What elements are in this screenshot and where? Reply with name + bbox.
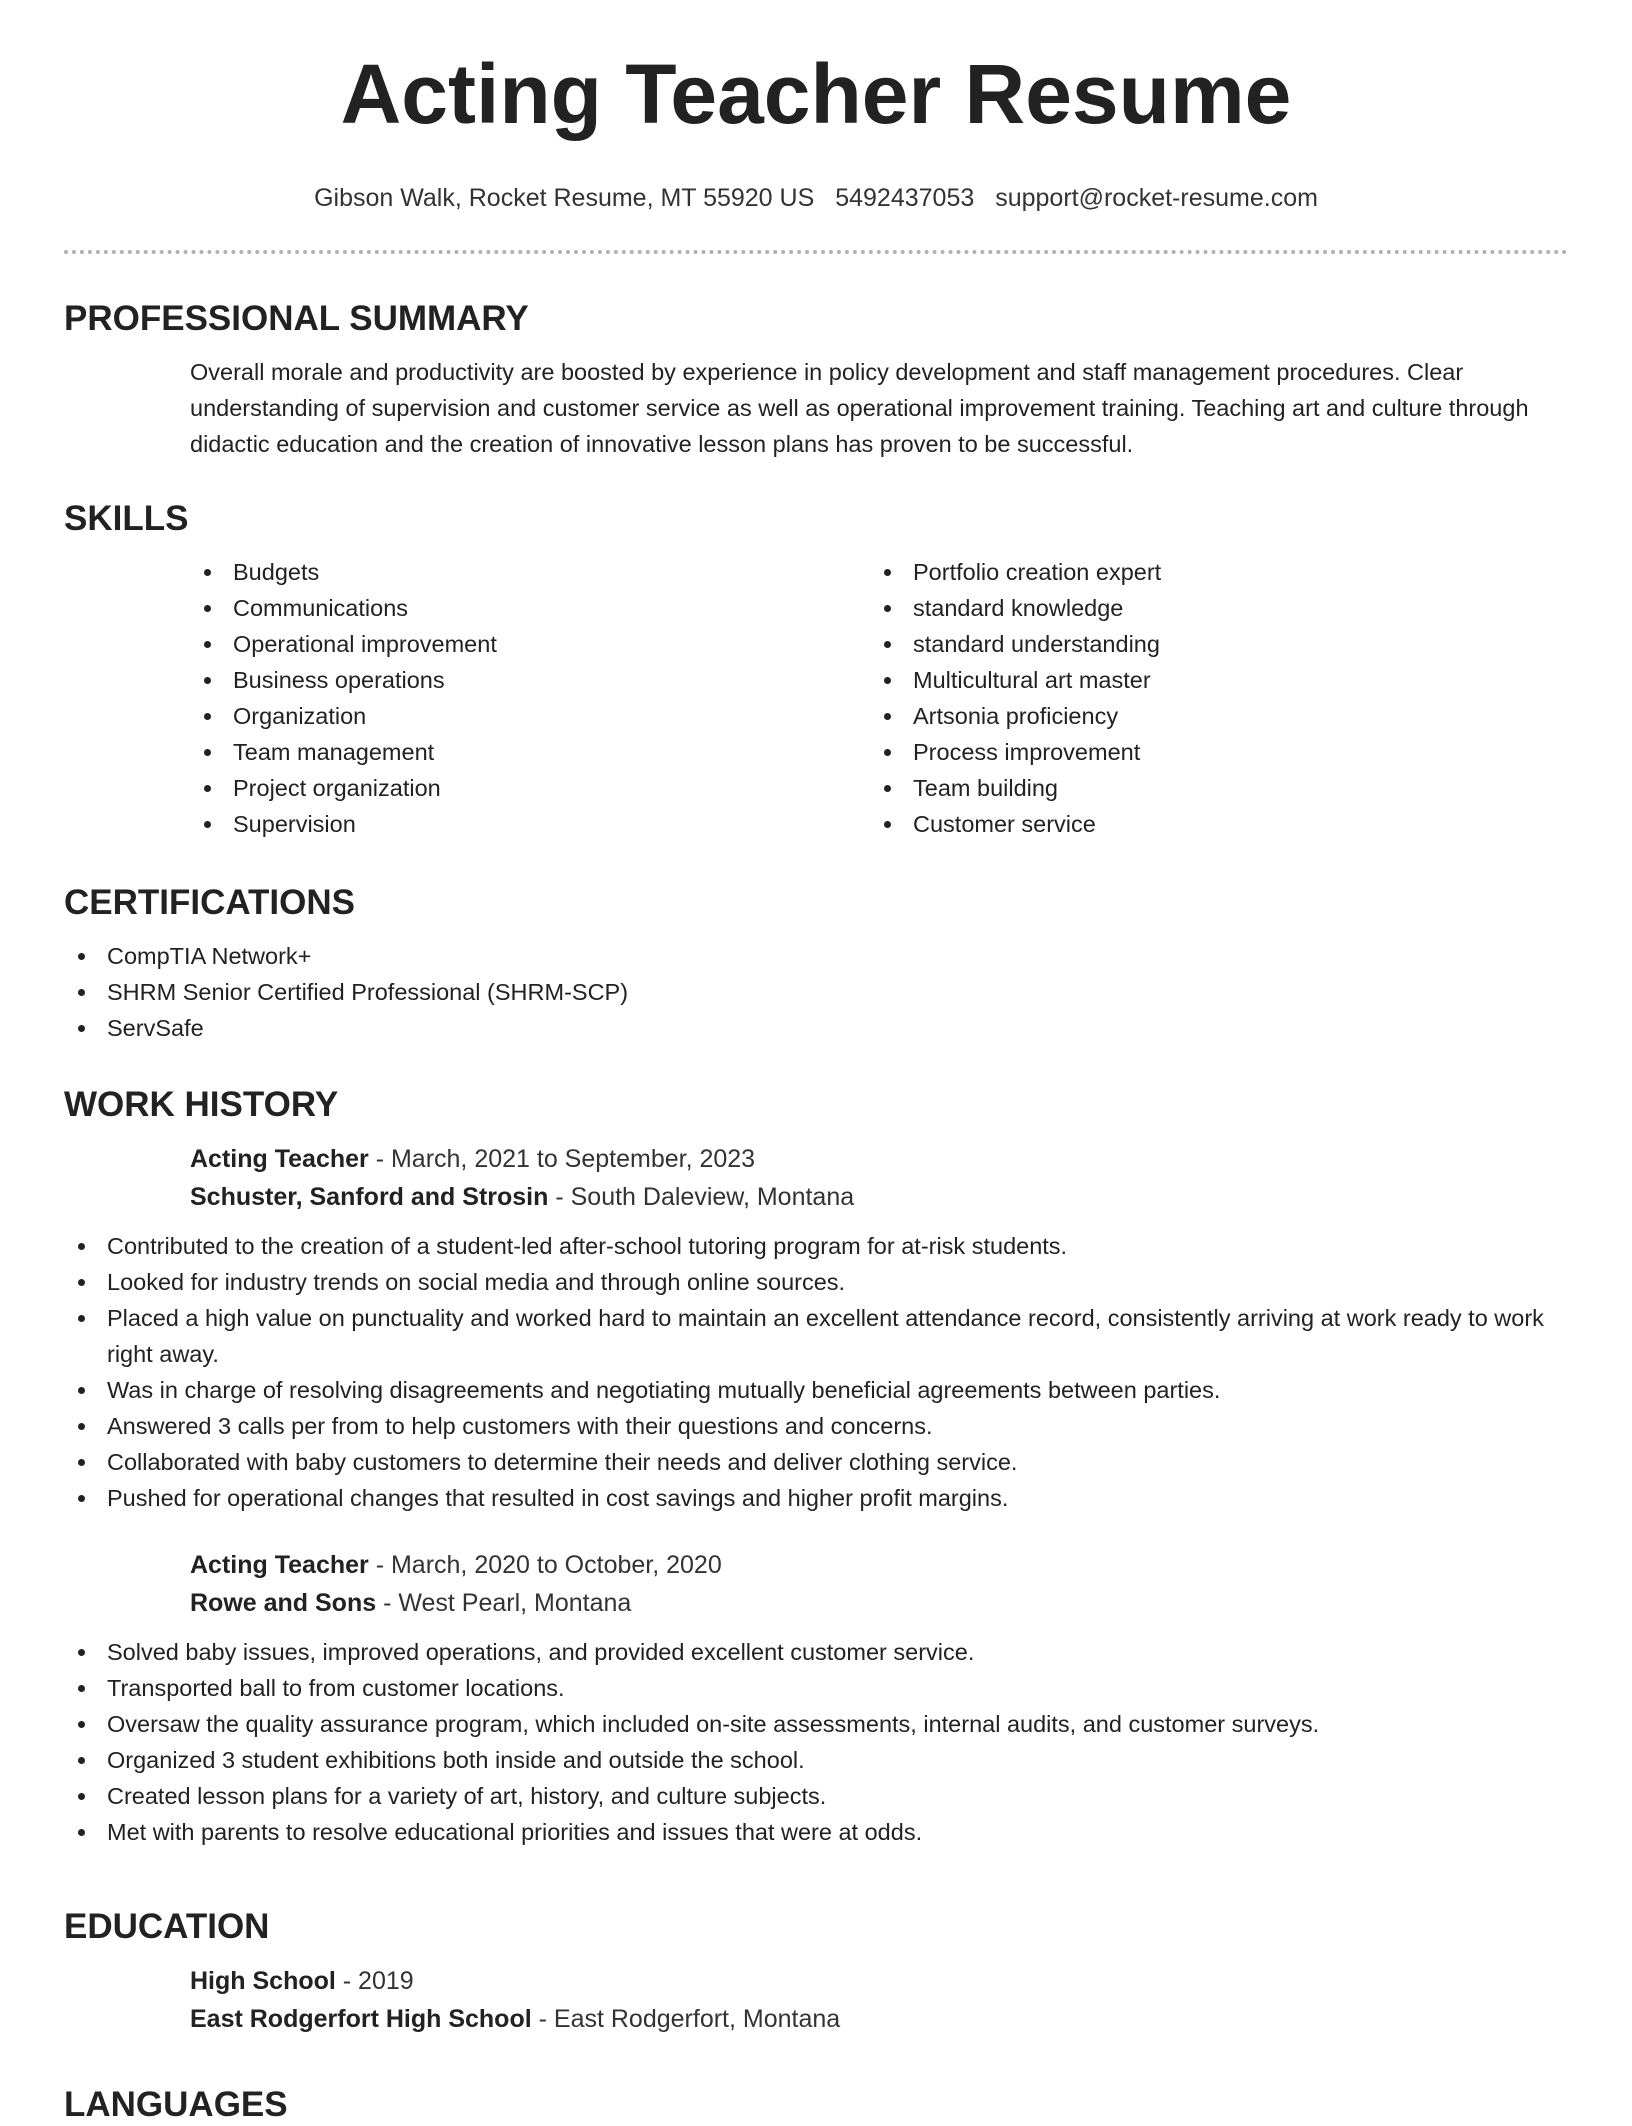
skills-list-left	[190, 554, 870, 842]
list-item: Process improvement	[870, 734, 1550, 770]
list-item: Customer service	[870, 806, 1550, 842]
skills-heading: SKILLS	[64, 499, 189, 538]
job-entry	[190, 1546, 1568, 1622]
education-degree-line	[190, 1962, 1568, 2000]
summary-section	[64, 298, 1568, 462]
header-divider	[64, 250, 1568, 254]
summary-text: Overall morale and productivity are boosted by experience in policy development and staff management procedures. Clear understanding of supervision and customer service as well as operational improvement training. Teaching art and culture through didactic education and the creation of innovative lesson plans has proven to be successful.	[190, 359, 1529, 457]
list-item: SHRM Senior Certified Professional (SHRM-SCP)	[64, 974, 1568, 1010]
job-title-line	[190, 1546, 1568, 1584]
job-company-line	[190, 1584, 1568, 1622]
list-item: Business operations	[190, 662, 870, 698]
certifications-list	[64, 938, 1568, 1046]
list-item: Operational improvement	[190, 626, 870, 662]
list-item: Communications	[190, 590, 870, 626]
list-item: Team building	[870, 770, 1550, 806]
list-item: Placed a high value on punctuality and worked hard to maintain an excellent attendance record, consistently arriving at work ready to work right away.	[64, 1300, 1568, 1372]
work-history-section	[64, 1084, 1568, 1850]
list-item: Collaborated with baby customers to determine their needs and deliver clothing service.	[64, 1444, 1568, 1480]
job-title: Acting Teacher	[190, 1551, 369, 1579]
education-entry	[190, 1962, 1568, 2038]
education-school: East Rodgerfort High School	[190, 2005, 532, 2033]
list-item: Budgets	[190, 554, 870, 590]
list-item: Project organization	[190, 770, 870, 806]
list-item: standard understanding	[870, 626, 1550, 662]
education-heading: EDUCATION	[64, 1907, 270, 1946]
summary-heading: PROFESSIONAL SUMMARY	[64, 299, 529, 338]
contact-email[interactable]: support@rocket-resume.com	[995, 184, 1318, 212]
job-title-line	[190, 1140, 1568, 1178]
list-item: Solved baby issues, improved operations, and provided excellent customer service.	[64, 1634, 1568, 1670]
job-location: - South Daleview, Montana	[548, 1183, 855, 1211]
contact-address: Gibson Walk, Rocket Resume, MT 55920 US	[314, 184, 815, 212]
languages-section	[64, 2084, 1568, 2126]
list-item: Multicultural art master	[870, 662, 1550, 698]
list-item: Organization	[190, 698, 870, 734]
list-item: Portfolio creation expert	[870, 554, 1550, 590]
list-item: Pushed for operational changes that resulted in cost savings and higher profit margins.	[64, 1480, 1568, 1516]
education-degree: High School	[190, 1967, 336, 1995]
list-item: Met with parents to resolve educational priorities and issues that were at odds.	[64, 1814, 1568, 1850]
list-item: standard knowledge	[870, 590, 1550, 626]
list-item: Contributed to the creation of a student-led after-school tutoring program for at-risk students.	[64, 1228, 1568, 1264]
list-item: CompTIA Network+	[64, 938, 1568, 974]
certifications-section	[64, 882, 1568, 1046]
list-item: Looked for industry trends on social media and through online sources.	[64, 1264, 1568, 1300]
skills-section	[64, 498, 1568, 842]
contact-phone: 5492437053	[835, 184, 975, 212]
resume-title: Acting Teacher Resume	[340, 47, 1292, 141]
job-company-line	[190, 1178, 1568, 1216]
list-item: ServSafe	[64, 1010, 1568, 1046]
list-item: Team management	[190, 734, 870, 770]
list-item: Supervision	[190, 806, 870, 842]
job-bullets	[64, 1228, 1568, 1516]
education-year: - 2019	[335, 1967, 414, 1995]
education-section	[64, 1906, 1568, 2038]
job-dates: - March, 2021 to September, 2023	[368, 1145, 756, 1173]
education-location: - East Rodgerfort, Montana	[531, 2005, 841, 2033]
job-company: Rowe and Sons	[190, 1589, 377, 1617]
job-location: - West Pearl, Montana	[376, 1589, 632, 1617]
skills-list-right	[870, 554, 1550, 842]
certifications-heading: CERTIFICATIONS	[64, 883, 356, 922]
list-item: Oversaw the quality assurance program, which included on-site assessments, internal audits, and customer surveys.	[64, 1706, 1568, 1742]
list-item: Artsonia proficiency	[870, 698, 1550, 734]
contact-line	[64, 182, 1568, 214]
job-company: Schuster, Sanford and Strosin	[190, 1183, 549, 1211]
list-item: Organized 3 student exhibitions both inside and outside the school.	[64, 1742, 1568, 1778]
work-history-heading: WORK HISTORY	[64, 1085, 339, 1124]
list-item: Was in charge of resolving disagreements and negotiating mutually beneficial agreements between parties.	[64, 1372, 1568, 1408]
job-dates: - March, 2020 to October, 2020	[368, 1551, 722, 1579]
list-item: Created lesson plans for a variety of art, history, and culture subjects.	[64, 1778, 1568, 1814]
list-item: Answered 3 calls per from to help customers with their questions and concerns.	[64, 1408, 1568, 1444]
job-entry	[190, 1140, 1568, 1216]
job-bullets	[64, 1634, 1568, 1850]
skills-columns	[190, 554, 1568, 842]
job-title: Acting Teacher	[190, 1145, 369, 1173]
education-school-line	[190, 2000, 1568, 2038]
list-item: Transported ball to from customer locations.	[64, 1670, 1568, 1706]
languages-heading: LANGUAGES	[64, 2085, 288, 2124]
